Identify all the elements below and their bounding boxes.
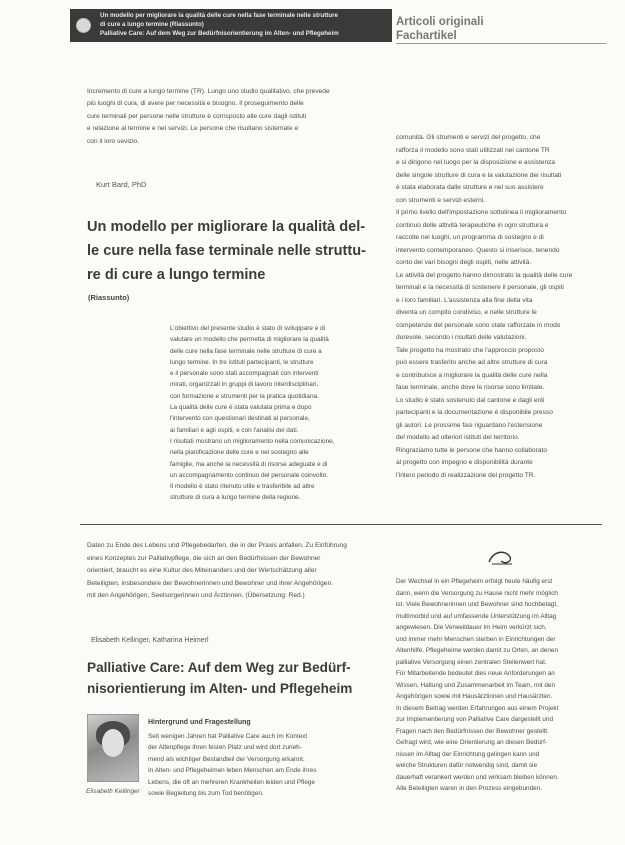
text-line: palliative Versorgung einen zentralen Stellenwert hat.	[396, 658, 547, 666]
text-line: Il modello è stato ritenuto utile e trasferibile ad altre	[170, 483, 315, 491]
text-line: der Altenpflege ihren festen Platz und wird dort zuneh-	[148, 744, 302, 752]
text-line: al progetto con impegno e disponibilità durante	[396, 459, 533, 466]
text-line: Der Wechsel in ein Pflegeheim erfolgt heute häufig erst	[396, 578, 553, 585]
title-line: nisorientierung im Alten- und Pflegeheim	[87, 681, 353, 696]
intro-paragraph	[87, 86, 379, 148]
text-line: Daten zu Ende des Lebens und Pflegebedarfen, die in der Praxis anfallen. Zu Einführung	[87, 542, 347, 549]
text-line: und immer mehr Menschen sterben in Einrichtungen der	[396, 635, 556, 643]
article2-right-column	[396, 576, 606, 795]
text-line: terminali e la necessità di sostenere il personale, gli ospiti	[396, 284, 564, 291]
text-line: mend als wichtiger Bestandteil der Versorgung erkannt.	[148, 755, 305, 763]
article2-authors: Elisabeth Kellinger, Katharina Heimerl	[91, 637, 209, 644]
text-line: e il personale sono stati accompagnati con interventi	[170, 370, 319, 378]
text-line: orientiert, braucht es eine Kultur des Miteinanders und der Wertschätzung aller	[87, 567, 317, 575]
text-line: Für Mitarbeitende bedeutet dies neue Anforderungen an	[396, 670, 555, 677]
title-line: Un modello per migliorare la qualità del-	[87, 219, 366, 235]
text-line: nella pianificazione delle cure e nel sostegno alle	[170, 449, 309, 457]
section-label: Articoli originali	[396, 16, 484, 28]
text-line: Alle Beteiligten waren in den Prozess eingebunden.	[396, 785, 543, 792]
swirl-ornament-icon	[486, 548, 516, 568]
text-line: durevole, secondo i risultati delle valutazioni.	[396, 334, 527, 341]
text-line: In diesem Beitrag werden Erfahrungen aus einem Projekt	[396, 704, 559, 712]
text-line: delle cure nella fase terminale nelle strutture di cure a	[170, 347, 322, 355]
article-title	[87, 215, 387, 287]
text-line: e si dirigono nel luogo per la disposizione e assistenza	[396, 159, 556, 166]
title-line: le cure nella fase terminale nelle struttu-	[87, 243, 366, 259]
text-line: Gefragt wird, wie eine Orientierung an diesen Bedürf-	[396, 739, 547, 746]
text-line: zur Implementierung von Palliative Care dargestellt und	[396, 716, 554, 723]
article2-title	[87, 657, 387, 699]
section-rule	[396, 43, 606, 44]
text-line: e relazione al termine e nei servizi. Le persone che risultano sistemate e	[87, 125, 299, 133]
text-line: Le attività del progetto hanno dimostrato la qualità delle cure	[396, 271, 573, 279]
text-line: diventa un compito condiviso, e nelle strutture le	[396, 309, 537, 316]
text-line: Seit wenigen Jahren hat Palliative Care auch im Kontext	[148, 733, 308, 740]
text-line: Ringraziamo tutte le persone che hanno collaborato	[396, 446, 548, 454]
running-header-line-1: Un modello per migliorare la qualità delle cure nella fase terminale nelle strutture	[100, 12, 338, 19]
text-line: fase terminale, anche dove le risorse sono limitate.	[396, 384, 545, 391]
author-photo	[87, 714, 139, 782]
text-line: con formazione e strumenti per la pratica quotidiana.	[170, 392, 319, 400]
text-line: Incremento di cure a lungo termine (TR). Lungo uno studio qualitativo, che prevede	[87, 88, 330, 95]
author-photo-face	[102, 729, 124, 757]
title-line: Palliative Care: Auf dem Weg zur Bedürf-	[87, 660, 351, 675]
text-line: l'intero periodo di realizzazione del progetto TR.	[396, 471, 536, 479]
text-line: comunità. Gli strumenti e servizi del progetto, che	[396, 134, 541, 141]
text-line: lungo termine. In tre istituti partecipanti, le strutture	[170, 358, 314, 366]
text-line: In Alten- und Pflegeheimen leben Menschen am Ende ihres	[148, 767, 317, 775]
text-line: ist. Viele Bewohnerinnen und Bewohner sind hochbetagt,	[396, 601, 558, 608]
journal-logo-icon	[76, 18, 91, 33]
title-line: re di cure a lungo termine	[87, 267, 266, 283]
text-line: cure terminali per persone nelle strutture è corrisposto alle cure dagli istituti	[87, 112, 307, 120]
section-label-german: Fachartikel	[396, 30, 457, 42]
text-line: angewiesen. Die Verweildauer im Heim verkürzt sich,	[396, 624, 547, 631]
text-line: con strumenti e servizi esterni.	[396, 196, 486, 204]
text-line: partecipanti e la documentazione è disponibile presso	[396, 409, 553, 416]
text-line: più luoghi di cura, di avere per necessità e bisogno. Il proseguimento delle	[87, 100, 304, 108]
text-line: continuo delle attività terapeutiche in ogni struttura e	[396, 221, 549, 229]
text-line: L'obiettivo del presente studio è stato di sviluppare e di	[170, 325, 326, 332]
article2-intro	[87, 540, 382, 603]
text-line: I risultati mostrano un miglioramento nella comunicazione,	[170, 437, 335, 445]
text-line: mirati, organizzati in gruppi di lavoro interdisciplinari,	[170, 381, 319, 389]
photo-caption: Elisabeth Kellinger	[86, 788, 140, 795]
text-line: del modello ad ulteriori istituti del territorio.	[396, 434, 520, 441]
text-line: può essere trasferito anche ad altre strutture di cura	[396, 359, 548, 366]
text-line: Tale progetto ha mostrato che l'approccio proposto	[396, 346, 544, 354]
text-line: gli autori. Le prossime fasi riguardano l'estensione	[396, 421, 543, 429]
text-line: ai familiari e agli ospiti, e con l'analisi dei dati.	[170, 426, 299, 434]
article-author: Kurt Bard, PhD	[96, 180, 147, 189]
text-line: dann, wenn die Versorgung zu Hause nicht mehr möglich	[396, 589, 558, 597]
running-header	[70, 9, 392, 42]
text-line: strutture di cura a lungo termine della regione.	[170, 494, 301, 502]
text-line: dauerhaft verankert werden und wirksam bleiben können.	[396, 773, 559, 781]
text-line: Lo studio è stato sostenuto dal cantone e dagli enti	[396, 396, 545, 404]
article-abstract	[170, 323, 382, 504]
text-line: nissen im Alltag der Einrichtung gelingen kann und	[396, 750, 540, 758]
text-line: e contribuisce a migliorare la qualità delle cure nella	[396, 371, 548, 379]
text-line: Wissen, Haltung und Zusammenarbeit im Team, mit den	[396, 681, 556, 689]
text-line: Beteiligten, insbesondere der Bewohnerinnen und Bewohner und ihrer Angehörigen.	[87, 579, 333, 587]
section-heading: Hintergrund und Fragestellung	[148, 719, 251, 726]
running-header-line-3: Palliative Care: Auf dem Weg zur Bedürfnisorientierung im Alten- und Pflegeheim	[100, 30, 339, 37]
text-line: Fragen nach den Bedürfnissen der Bewohner gestellt.	[396, 727, 549, 735]
text-line: con il loro sevizio.	[87, 137, 140, 145]
text-line: conto dei vari bisogni degli ospiti, nelle attività.	[396, 259, 532, 266]
text-line: eines Konzeptes zur Palliativpflege, die sich an den Bedürfnissen der Bewohner	[87, 554, 321, 562]
running-header-line-2: di cure a lungo termine (Riassunto)	[100, 21, 204, 28]
text-line: Il primo livello dell'impostazione sottolinea il miglioramento	[396, 209, 567, 216]
text-line: Altenhilfe. Pflegeheime werden damit zu Orten, an denen	[396, 647, 558, 654]
text-line: delle singole strutture di cura e la valutazione dei risultati	[396, 171, 562, 179]
text-line: rafforza il modello sono stati utilizzati nel cantone TR	[396, 146, 550, 154]
text-line: La qualità delle cure è stata valutata prima e dopo	[170, 404, 312, 412]
text-line: valutare un modello che permetta di migliorare la qualità	[170, 336, 329, 344]
text-line: Angehörigen sowie mit Hausärztinnen und Hausärzten.	[396, 693, 553, 700]
text-line: è stata elaborata dalle strutture e nel suo assistere	[396, 184, 544, 191]
article2-left-column	[148, 731, 384, 799]
text-line: famiglie, ma anche la necessità di risorse adeguate e di	[170, 460, 328, 468]
text-line: multimorbid und auf umfassende Unterstützung im Alltag	[396, 612, 557, 620]
text-line: e i loro familiari. L'assistenza alla fine della vita	[396, 296, 533, 304]
text-line: intervento contemporaneo. Questo si inserisce, tenendo	[396, 246, 560, 254]
text-line: welche Strukturen dafür notwendig sind, damit sie	[396, 762, 538, 769]
article-subtitle: (Riassunto)	[88, 293, 130, 302]
text-line: competenze del personale sono state rafforzate in modo	[396, 321, 561, 329]
text-line: un accompagnamento continuo del personale coinvolto.	[170, 471, 329, 479]
right-column	[396, 132, 604, 482]
text-line: sowie Begleitung bis zum Tod benötigen.	[148, 790, 264, 798]
text-line: Lebens, die oft an mehreren Krankheiten leiden und Pflege	[148, 778, 315, 786]
article-separator	[80, 524, 602, 525]
text-line: l'intervento con questionari destinati al personale,	[170, 415, 310, 423]
text-line: mit den Angehörigen, Seelsorgerinnen und Ärztinnen. (Übersetzung: Red.)	[87, 592, 305, 600]
text-line: raccolte nei luoghi, un programma di sostegno e di	[396, 234, 544, 241]
